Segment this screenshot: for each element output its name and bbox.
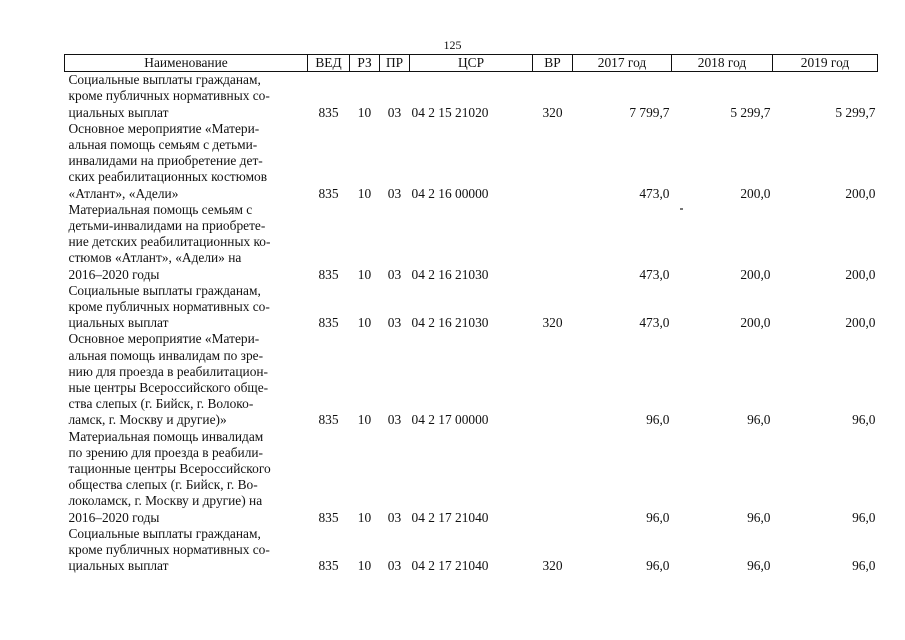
cell-name xyxy=(65,429,308,526)
header-csr: ЦСР xyxy=(410,55,533,72)
page-number: 125 xyxy=(443,38,462,52)
cell-pr: 03 xyxy=(387,558,402,574)
header-vr: ВР xyxy=(533,55,573,72)
table-row xyxy=(65,283,878,332)
cell-2018: 200,0 xyxy=(740,185,771,201)
cell-2017: 96,0 xyxy=(646,412,670,428)
cell-ved: 835 xyxy=(318,509,339,525)
name-line: общества слепых (г. Бийск, г. Во- xyxy=(68,477,258,493)
table-row xyxy=(65,526,878,575)
header-rz: РЗ xyxy=(350,55,380,72)
cell-2018: 96,0 xyxy=(747,509,771,525)
cell-ved: 835 xyxy=(318,104,339,120)
table-body xyxy=(65,72,878,575)
name-line: нию для проезда в реабилитацион- xyxy=(68,363,269,379)
cell-2017: 96,0 xyxy=(646,558,670,574)
cell-csr: 04 2 17 21040 xyxy=(411,558,489,574)
cell-2017: 473,0 xyxy=(639,315,670,331)
cell-ved: 835 xyxy=(318,266,339,282)
name-line: Социальные выплаты гражданам, xyxy=(68,525,261,541)
cell-pr: 03 xyxy=(387,315,402,331)
cell-name xyxy=(65,283,308,332)
cell-rz: 10 xyxy=(357,315,372,331)
cell-2019: 200,0 xyxy=(845,315,876,331)
cell-csr: 04 2 16 00000 xyxy=(411,185,489,201)
cell-name xyxy=(65,202,308,283)
name-line: циальных выплат xyxy=(68,104,169,120)
name-line: Материальная помощь семьям с xyxy=(68,201,253,217)
name-line: кроме публичных нормативных со- xyxy=(68,299,270,315)
scan-speck xyxy=(680,208,683,210)
header-2019: 2019 год xyxy=(773,55,878,72)
table-row xyxy=(65,331,878,428)
name-line: локоламск, г. Москву и другие) на xyxy=(68,493,263,509)
cell-vr: 320 xyxy=(542,104,563,120)
name-line: инвалидами на приобретение дет- xyxy=(68,153,263,169)
cell-rz: 10 xyxy=(357,266,372,282)
name-line: Социальные выплаты гражданам, xyxy=(68,72,261,88)
header-2017: 2017 год xyxy=(573,55,672,72)
name-line: ламск, г. Москву и другие)» xyxy=(68,412,227,428)
table-row xyxy=(65,121,878,202)
name-line: Материальная помощь инвалидам xyxy=(68,428,264,444)
cell-pr: 03 xyxy=(387,509,402,525)
table-row xyxy=(65,202,878,283)
cell-ved: 835 xyxy=(318,315,339,331)
cell-ved: 835 xyxy=(318,558,339,574)
cell-vr: 320 xyxy=(542,558,563,574)
name-line: альная помощь инвалидам по зре- xyxy=(68,347,264,363)
name-line: 2016–2020 годы xyxy=(68,266,160,282)
name-line: детьми-инвалидами на приобрете- xyxy=(68,218,266,234)
cell-2017: 473,0 xyxy=(639,266,670,282)
cell-rz: 10 xyxy=(357,104,372,120)
cell-vr xyxy=(533,202,573,283)
header-row xyxy=(65,55,878,72)
cell-2018: 96,0 xyxy=(747,558,771,574)
cell-2018: 96,0 xyxy=(747,412,771,428)
cell-vr: 320 xyxy=(542,315,563,331)
cell-2017: 473,0 xyxy=(639,185,670,201)
cell-rz: 10 xyxy=(357,412,372,428)
name-line: циальных выплат xyxy=(68,315,169,331)
cell-csr: 04 2 17 21040 xyxy=(411,509,489,525)
name-line: стюмов «Атлант», «Адели» на xyxy=(68,250,242,266)
header-name: Наименование xyxy=(65,55,308,72)
cell-name xyxy=(65,331,308,428)
table-row xyxy=(65,429,878,526)
cell-name xyxy=(65,72,308,121)
cell-ved: 835 xyxy=(318,185,339,201)
cell-rz: 10 xyxy=(357,185,372,201)
cell-vr xyxy=(533,331,573,428)
cell-2019: 96,0 xyxy=(852,558,876,574)
cell-pr: 03 xyxy=(387,185,402,201)
cell-pr: 03 xyxy=(387,104,402,120)
cell-csr: 04 2 16 21030 xyxy=(411,315,489,331)
cell-pr: 03 xyxy=(387,266,402,282)
cell-csr: 04 2 15 21020 xyxy=(411,104,489,120)
name-line: тационные центры Всероссийского xyxy=(68,461,271,477)
cell-2019: 96,0 xyxy=(852,509,876,525)
name-line: Социальные выплаты гражданам, xyxy=(68,282,261,298)
name-line: ные центры Всероссийского обще- xyxy=(68,380,269,396)
name-line: Основное мероприятие «Матери- xyxy=(68,331,260,347)
cell-2018: 200,0 xyxy=(740,315,771,331)
cell-2018: 5 299,7 xyxy=(730,104,771,120)
cell-csr: 04 2 16 21030 xyxy=(411,266,489,282)
table-row xyxy=(65,72,878,121)
name-line: ских реабилитационных костюмов xyxy=(68,169,268,185)
cell-vr xyxy=(533,429,573,526)
table-header xyxy=(65,55,878,72)
cell-vr xyxy=(533,121,573,202)
cell-2017: 7 799,7 xyxy=(629,104,670,120)
cell-2017: 96,0 xyxy=(646,509,670,525)
cell-name xyxy=(65,121,308,202)
name-line: Основное мероприятие «Матери- xyxy=(68,120,260,136)
budget-table xyxy=(64,54,878,575)
cell-csr: 04 2 17 00000 xyxy=(411,412,489,428)
cell-rz: 10 xyxy=(357,509,372,525)
cell-rz: 10 xyxy=(357,558,372,574)
cell-2018: 200,0 xyxy=(740,266,771,282)
cell-ved: 835 xyxy=(318,412,339,428)
cell-2019: 200,0 xyxy=(845,266,876,282)
cell-2019: 200,0 xyxy=(845,185,876,201)
name-line: ства слепых (г. Бийск, г. Волоко- xyxy=(68,396,254,412)
cell-name xyxy=(65,526,308,575)
cell-2019: 5 299,7 xyxy=(835,104,876,120)
header-pr: ПР xyxy=(380,55,410,72)
name-line: по зрению для проезда в реабили- xyxy=(68,444,264,460)
name-line: 2016–2020 годы xyxy=(68,509,160,525)
name-line: циальных выплат xyxy=(68,558,169,574)
name-line: ние детских реабилитационных ко- xyxy=(68,234,271,250)
name-line: «Атлант», «Адели» xyxy=(68,185,179,201)
name-line: кроме публичных нормативных со- xyxy=(68,88,270,104)
name-line: кроме публичных нормативных со- xyxy=(68,542,270,558)
header-ved: ВЕД xyxy=(308,55,350,72)
header-2018: 2018 год xyxy=(672,55,773,72)
cell-2019: 96,0 xyxy=(852,412,876,428)
cell-pr: 03 xyxy=(387,412,402,428)
name-line: альная помощь семьям с детьми- xyxy=(68,137,258,153)
